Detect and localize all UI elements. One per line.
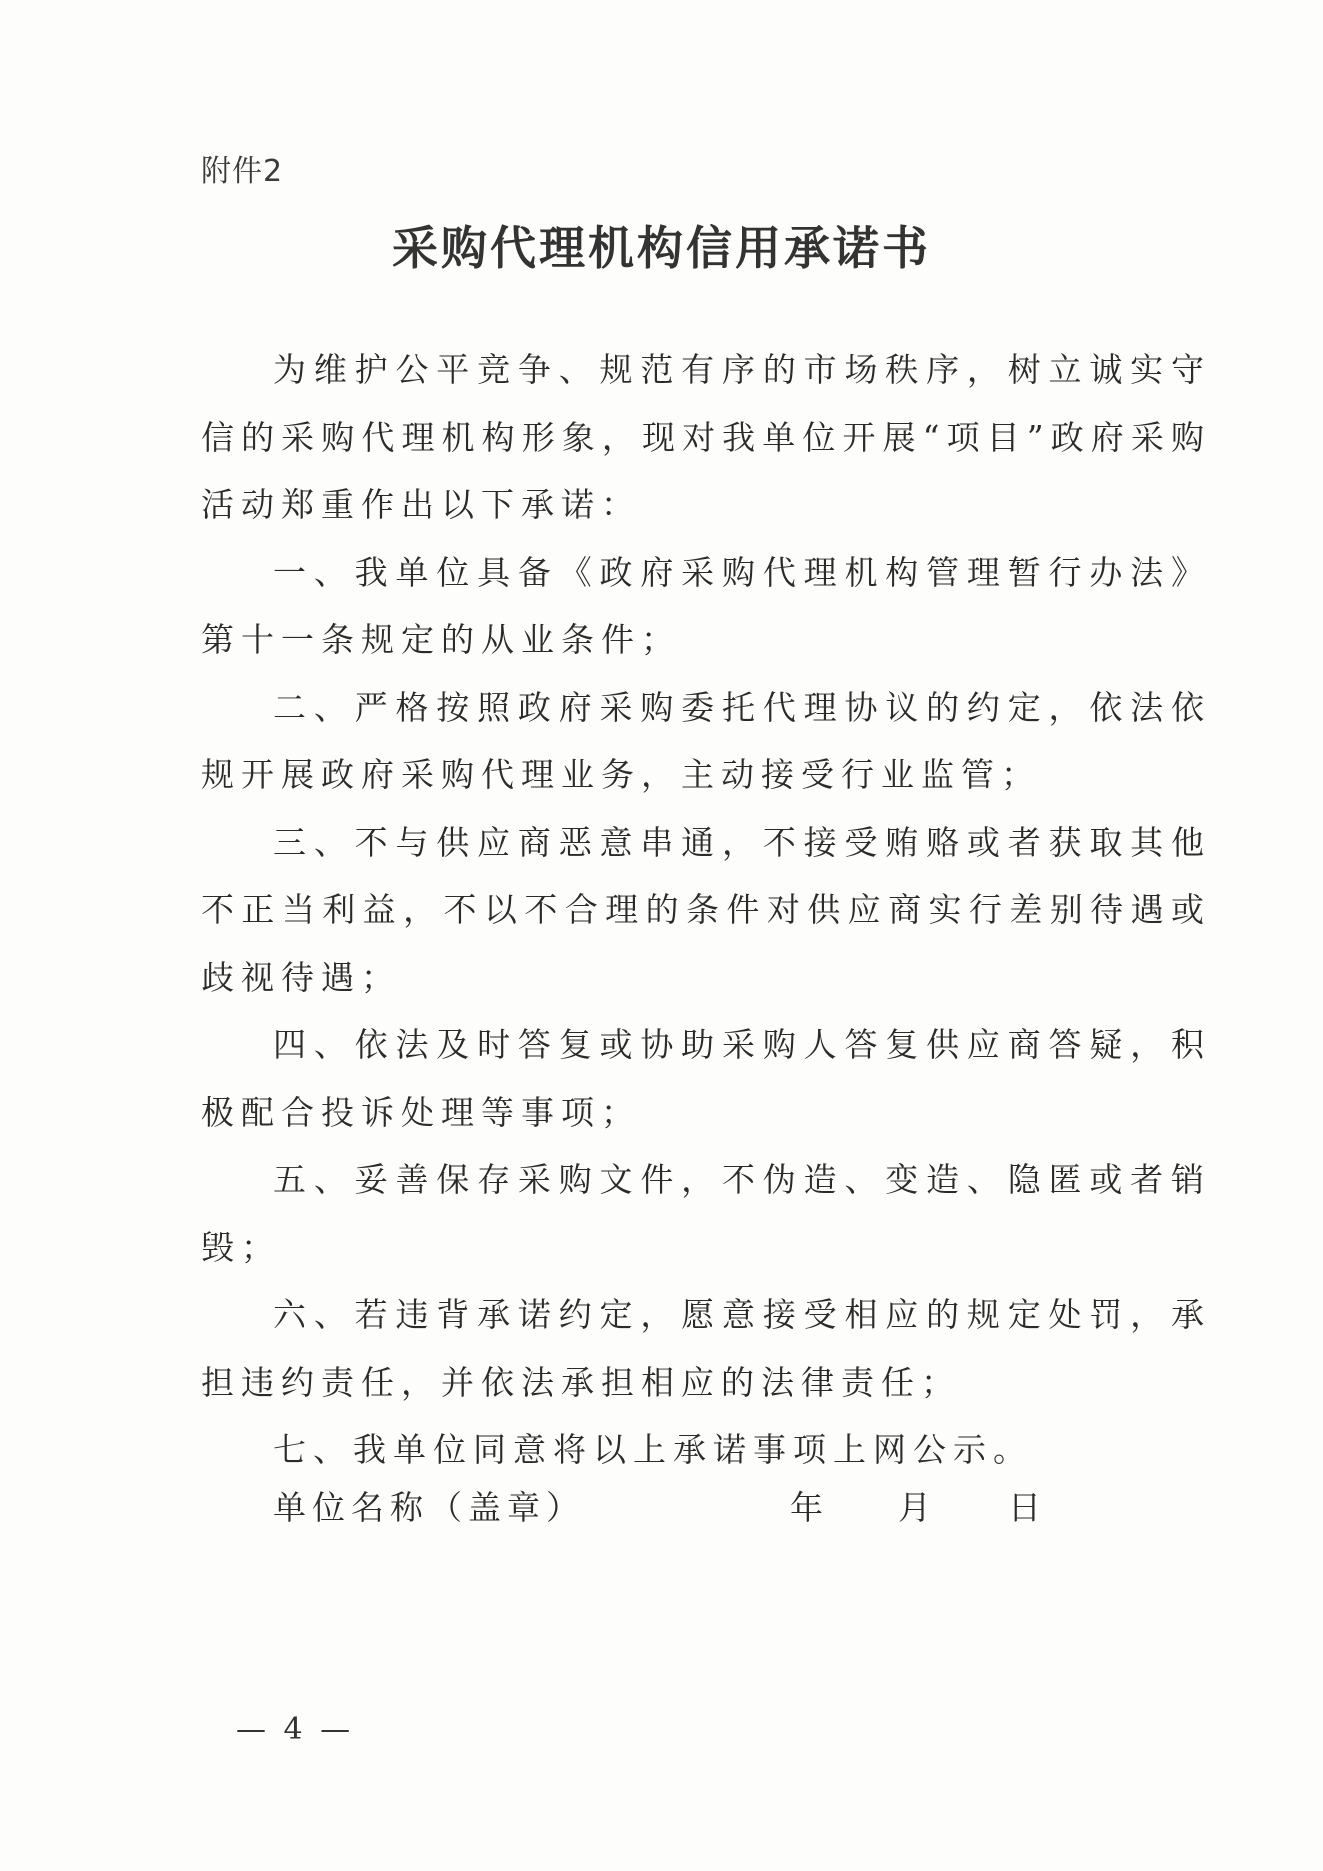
signature-year-label: 年: [790, 1488, 829, 1527]
commitment-item-1: 一、我单位具备《政府采购代理机构管理暂行办法》第十一条规定的从业条件；: [201, 552, 1211, 659]
attachment-label: 附件2: [201, 154, 284, 189]
signature-month-label: 月: [898, 1488, 937, 1527]
commitment-item-2: 二、严格按照政府采购委托代理协议的约定，依法依规开展政府采购代理业务，主动接受行业监管；: [201, 687, 1211, 794]
commitment-item-7: 七、我单位同意将以上承诺事项上网公示。: [273, 1430, 1033, 1469]
page-number: — 4 —: [236, 1712, 355, 1747]
signature-unit-label: 单位名称（盖章）: [273, 1488, 585, 1527]
intro-paragraph: 为维护公平竞争、规范有序的市场秩序，树立诚实守信的采购代理机构形象，现对我单位开展“项目”政府采购活动郑重作出以下承诺：: [201, 350, 1211, 524]
document-body: [201, 336, 1211, 1484]
document-title: 采购代理机构信用承诺书: [392, 221, 931, 275]
commitment-item-5: 五、妥善保存采购文件，不伪造、变造、隐匿或者销毁；: [201, 1160, 1211, 1267]
commitment-item-4: 四、依法及时答复或协助采购人答复供应商答疑，积极配合投诉处理等事项；: [201, 1025, 1211, 1132]
commitment-item-6: 六、若违背承诺约定，愿意接受相应的规定处罚，承担违约责任，并依法承担相应的法律责任；: [201, 1295, 1211, 1402]
signature-day-label: 日: [1008, 1488, 1047, 1527]
commitment-item-3: 三、不与供应商恶意串通，不接受贿赂或者获取其他不正当利益，不以不合理的条件对供应商实行差别待遇或歧视待遇；: [201, 822, 1211, 997]
